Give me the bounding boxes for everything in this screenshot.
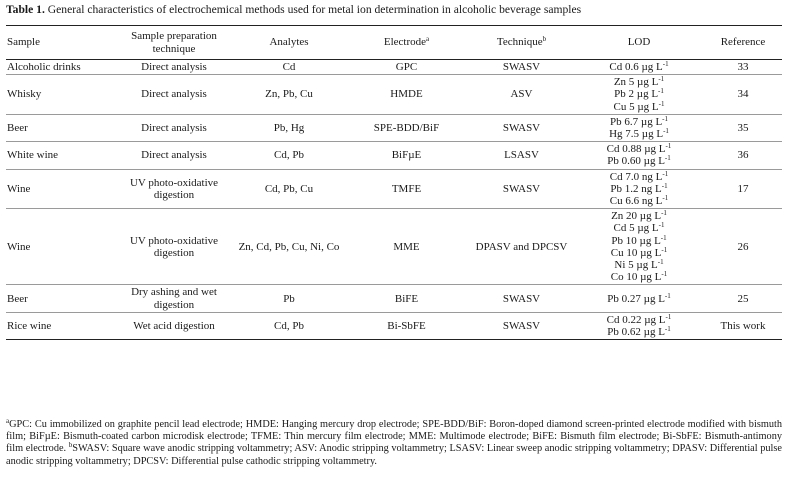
- footnote-b-mark: b: [68, 441, 73, 450]
- lod-value-text: Pb 2 µg L: [614, 88, 659, 101]
- header-preparation: Sample preparation technique: [114, 26, 234, 60]
- lod-unit-exponent: -1: [661, 209, 667, 218]
- lod-unit-exponent: -1: [658, 221, 665, 230]
- table-header-row: [6, 26, 782, 60]
- cell-technique: SWASV: [469, 169, 574, 209]
- header-electrode-mark: a: [426, 35, 430, 44]
- lod-value: [576, 259, 702, 271]
- lod-value: [576, 326, 702, 338]
- lod-value: [576, 101, 702, 113]
- cell-electrode: SPE-BDD/BiF: [344, 114, 469, 141]
- lod-value-text: Cu 6.6 ng L: [609, 195, 663, 208]
- lod-value-text: Cu 5 µg L: [613, 100, 659, 113]
- lod-value: [576, 271, 702, 283]
- lod-value-text: Pb 0.62 µg L: [607, 326, 665, 339]
- cell-electrode: BiFE: [344, 285, 469, 312]
- cell-reference: 34: [704, 75, 782, 115]
- footnote-b-text: SWASV: Square wave anodic stripping voltammetry; ASV: Anodic stripping voltammetry; LSASV: Linear sweep anodic stripping voltammetry; DPASV: Differential pulse anodic stripping voltammetry; DPCSV: Differential pulse cathodic stripping voltammetry.: [6, 443, 782, 467]
- lod-unit-exponent: -1: [662, 169, 669, 178]
- footnote-a-mark: a: [6, 417, 10, 425]
- cell-electrode: HMDE: [344, 75, 469, 115]
- lod-value-text: Cd 0.22 µg L: [606, 313, 666, 326]
- lod-unit-exponent: -1: [664, 325, 671, 334]
- cell-analytes: Zn, Cd, Pb, Cu, Ni, Co: [234, 209, 344, 285]
- footnote-text: [6, 419, 782, 468]
- cell-preparation: Wet acid digestion: [114, 312, 234, 339]
- cell-lod: [574, 285, 704, 312]
- lod-unit-exponent: -1: [658, 87, 664, 96]
- lod-unit-exponent: -1: [665, 312, 672, 321]
- cell-reference: 35: [704, 114, 782, 141]
- cell-reference: 26: [704, 209, 782, 285]
- cell-technique: SWASV: [469, 60, 574, 75]
- lod-unit-exponent: -1: [663, 127, 669, 136]
- lod-value-text: Pb 0.27 µg L: [607, 292, 665, 305]
- lod-value: [576, 293, 702, 305]
- cell-lod: [574, 114, 704, 141]
- lod-value-text: Ni 5 µg L: [614, 259, 658, 272]
- header-electrode-label: Electrode: [383, 36, 427, 49]
- cell-preparation: Direct analysis: [114, 142, 234, 169]
- cell-analytes: Cd, Pb: [234, 142, 344, 169]
- table-row: [6, 60, 782, 75]
- lod-value: [576, 314, 702, 326]
- cell-technique: DPASV and DPCSV: [469, 209, 574, 285]
- lod-unit-exponent: -1: [664, 291, 671, 300]
- lod-unit-exponent: -1: [665, 142, 672, 151]
- lod-unit-exponent: -1: [658, 75, 665, 84]
- cell-electrode: MME: [344, 209, 469, 285]
- table-row: [6, 114, 782, 141]
- lod-value: [576, 183, 702, 195]
- cell-reference: 33: [704, 60, 782, 75]
- cell-technique: SWASV: [469, 312, 574, 339]
- header-reference: Reference: [704, 26, 782, 60]
- cell-preparation: Direct analysis: [114, 75, 234, 115]
- cell-electrode: TMFE: [344, 169, 469, 209]
- cell-electrode: Bi-SbFE: [344, 312, 469, 339]
- cell-reference: 25: [704, 285, 782, 312]
- table-row: [6, 209, 782, 285]
- lod-value-text: Pb 10 µg L: [611, 234, 661, 247]
- cell-analytes: Cd, Pb, Cu: [234, 169, 344, 209]
- lod-value-text: Cd 7.0 ng L: [609, 170, 663, 183]
- cell-sample: Beer: [6, 285, 114, 312]
- header-technique-mark: b: [542, 35, 547, 44]
- lod-value-text: Cd 0.88 µg L: [606, 143, 666, 156]
- cell-technique: SWASV: [469, 114, 574, 141]
- table-caption-label: Table 1.: [6, 3, 45, 16]
- cell-sample: Beer: [6, 114, 114, 141]
- lod-value-text: Cd 5 µg L: [613, 222, 659, 235]
- table-row: [6, 75, 782, 115]
- cell-technique: ASV: [469, 75, 574, 115]
- cell-analytes: Cd, Pb: [234, 312, 344, 339]
- cell-reference: 36: [704, 142, 782, 169]
- lod-value: [576, 195, 702, 207]
- lod-value-text: Pb 1.2 ng L: [610, 182, 662, 195]
- lod-value-text: Co 10 µg L: [610, 271, 662, 284]
- cell-analytes: Cd: [234, 60, 344, 75]
- header-lod: LOD: [574, 26, 704, 60]
- cell-sample: Wine: [6, 169, 114, 209]
- lod-unit-exponent: -1: [658, 99, 665, 108]
- lod-value: [576, 247, 702, 259]
- cell-analytes: Pb: [234, 285, 344, 312]
- lod-unit-exponent: -1: [662, 114, 669, 123]
- cell-lod: [574, 142, 704, 169]
- lod-value: [576, 171, 702, 183]
- cell-technique: LSASV: [469, 142, 574, 169]
- cell-lod: [574, 209, 704, 285]
- lod-value: [576, 61, 702, 73]
- lod-value: [576, 76, 702, 88]
- cell-analytes: Pb, Hg: [234, 114, 344, 141]
- cell-analytes: Zn, Pb, Cu: [234, 75, 344, 115]
- table-row: [6, 169, 782, 209]
- lod-value: [576, 116, 702, 128]
- cell-lod: [574, 60, 704, 75]
- lod-unit-exponent: -1: [657, 258, 664, 267]
- cell-lod: [574, 75, 704, 115]
- cell-preparation: Direct analysis: [114, 114, 234, 141]
- cell-sample: Rice wine: [6, 312, 114, 339]
- lod-value: [576, 143, 702, 155]
- header-technique-label: Technique: [496, 36, 543, 49]
- lod-value: [576, 155, 702, 167]
- lod-value: [576, 210, 702, 222]
- cell-preparation: Direct analysis: [114, 60, 234, 75]
- lod-value: [576, 222, 702, 234]
- lod-unit-exponent: -1: [662, 60, 669, 68]
- cell-preparation: UV photo-oxidative digestion: [114, 209, 234, 285]
- lod-unit-exponent: -1: [661, 181, 668, 190]
- header-sample: Sample: [6, 26, 114, 60]
- lod-value-text: Cu 10 µg L: [610, 246, 662, 259]
- lod-unit-exponent: -1: [664, 154, 671, 163]
- lod-value-text: Pb 0.60 µg L: [607, 155, 665, 168]
- lod-value: [576, 88, 702, 100]
- cell-technique: SWASV: [469, 285, 574, 312]
- footnote-a-text: GPC: Cu immobilized on graphite pencil lead electrode; HMDE: Hanging mercury drop electrode; SPE-BDD/BiF: Boron-doped diamond screen-printed electrode modified with bismuth film; BiFµE: Bismuth-coated carbon microdisk electrode; TFME: Thin mercury film electrode; MME: Multimode electrode; BiFE: Bismuth film electrode; Bi-SbFE: Bismuth-antimony film electrode.: [6, 419, 782, 455]
- header-technique: [469, 26, 574, 60]
- cell-reference: This work: [704, 312, 782, 339]
- cell-electrode: GPC: [344, 60, 469, 75]
- lod-value-text: Zn 5 µg L: [613, 76, 659, 89]
- cell-lod: [574, 169, 704, 209]
- table-body: [6, 60, 782, 340]
- table-footnotes: [6, 419, 782, 468]
- lod-unit-exponent: -1: [661, 245, 668, 254]
- cell-preparation: Dry ashing and wet digestion: [114, 285, 234, 312]
- lod-unit-exponent: -1: [662, 194, 669, 203]
- lod-value-text: Zn 20 µg L: [611, 210, 662, 223]
- cell-sample: White wine: [6, 142, 114, 169]
- cell-sample: Whisky: [6, 75, 114, 115]
- lod-unit-exponent: -1: [660, 233, 667, 242]
- lod-value: [576, 128, 702, 140]
- cell-lod: [574, 312, 704, 339]
- methods-table: [6, 25, 782, 340]
- header-electrode: [344, 26, 469, 60]
- table-row: [6, 142, 782, 169]
- table-caption-text: General characteristics of electrochemical methods used for metal ion determination in alcoholic beverage samples: [44, 3, 582, 16]
- lod-unit-exponent: -1: [661, 270, 668, 279]
- table-caption: [6, 3, 581, 17]
- table-row: [6, 312, 782, 339]
- lod-value: [576, 235, 702, 247]
- cell-sample: Alcoholic drinks: [6, 60, 114, 75]
- table-row: [6, 285, 782, 312]
- lod-value-text: Cd 0.6 µg L: [609, 61, 663, 73]
- cell-sample: Wine: [6, 209, 114, 285]
- lod-value-text: Pb 6.7 µg L: [609, 115, 663, 128]
- cell-reference: 17: [704, 169, 782, 209]
- header-analytes: Analytes: [234, 26, 344, 60]
- cell-electrode: BiFµE: [344, 142, 469, 169]
- lod-value-text: Hg 7.5 µg L: [609, 128, 664, 141]
- cell-preparation: UV photo-oxidative digestion: [114, 169, 234, 209]
